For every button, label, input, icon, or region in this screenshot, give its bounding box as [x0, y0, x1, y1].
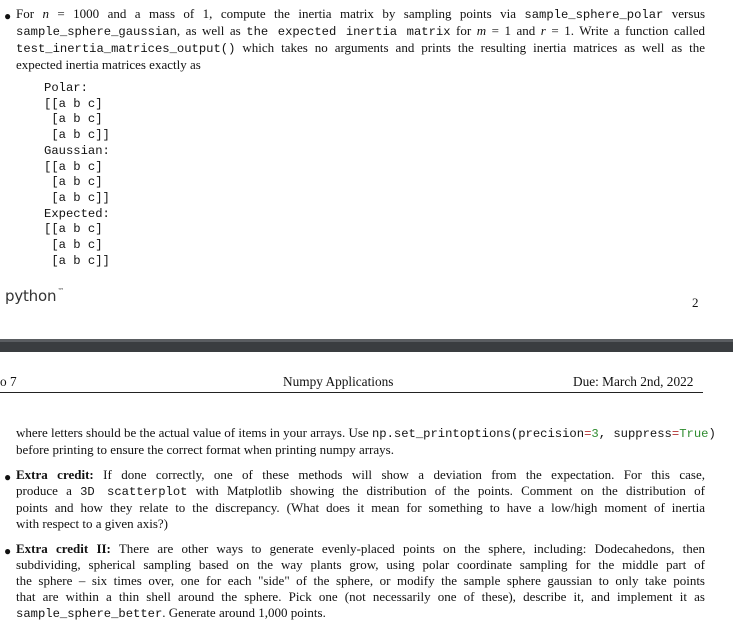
code-line: [a b c] [44, 238, 103, 252]
math-var: n [42, 6, 49, 21]
code-inline: sample_sphere_polar [524, 8, 664, 22]
bullet-marker: ● [4, 9, 12, 23]
header-title: Numpy Applications [283, 374, 394, 389]
code-line: [a b c] [44, 112, 103, 127]
code-line: [a b c]] [44, 190, 110, 205]
code-inline: sample_sphere_gaussian [16, 25, 177, 39]
code-keyword: True [679, 427, 709, 441]
text: before printing to ensure the correct format when printing numpy arrays. [16, 442, 394, 457]
extra-credit-ii-label: Extra credit II: [16, 541, 111, 556]
text: points and how they relate to the discrepancy. (What does it mean for something to have a low/high moment of inertia [16, 500, 705, 515]
code-inline: sample_sphere_better [16, 607, 163, 621]
code-line: [[a b c] [44, 96, 103, 111]
text: with Matplotlib showing the distribution of the points. Comment on the distribution of [187, 483, 705, 498]
text: If done correctly, one of these methods will show a deviation from the expectation. For this case, [93, 467, 705, 482]
code-line: Gaussian: [44, 143, 110, 158]
code-operator: = [584, 427, 592, 441]
trademark-mark: ™ [57, 287, 65, 295]
text: versus [663, 6, 706, 21]
text: = 1000 and a mass of 1, compute the inertia matrix by sampling points via [49, 6, 525, 21]
header-rule [0, 392, 703, 393]
text: = 1. Write a function called [545, 23, 705, 38]
code-token: np.set_printoptions(precision [371, 427, 585, 441]
code-line: Expected: [44, 206, 110, 221]
text: , as well as [176, 23, 247, 38]
code-number: 3 [591, 427, 599, 441]
text: expected inertia matrices exactly as [16, 57, 201, 72]
text: where letters should be the actual value of items in your arrays. Use [16, 425, 372, 440]
code-line: Polar: [44, 81, 88, 95]
math-var: m [476, 23, 487, 38]
text: the sphere – six times over, one for each "side" of the sphere, or modify the sample sphere gaussian to only take points [16, 573, 705, 588]
page-number: 2 [692, 295, 699, 310]
bullet-marker: ● [4, 470, 12, 484]
code-token: , suppress [598, 427, 672, 441]
text: subdividing, spherical sampling based on the way plants grow, using polar coordinate sampling for the middle part of [16, 557, 705, 572]
text: There are other ways to generate evenly-placed points on the sphere, including: Dodecahedons, then [110, 541, 705, 556]
text: . Generate around 1,000 points. [162, 605, 326, 620]
python-logo [5, 283, 64, 304]
printoptions-paragraph [16, 425, 727, 458]
code-inline [372, 427, 716, 441]
code-line: [[a b c] [44, 222, 103, 237]
intro-paragraph [16, 6, 705, 73]
code-line: [a b c]] [44, 128, 110, 143]
code-inline: the expected inertia matrix [246, 25, 451, 39]
text: with respect to a given axis?) [16, 516, 168, 531]
extra-credit-paragraph [16, 467, 705, 532]
python-logo-text: python [5, 287, 57, 305]
code-line: [[a b c] [44, 159, 103, 174]
text: produce a [16, 483, 81, 498]
bullet-marker: ● [4, 544, 12, 558]
code-line: [a b c]] [44, 253, 110, 268]
text: that are within a thin shell around the sphere. Pick one (not necessarily one of these), describe it, and implement it as [16, 589, 705, 604]
code-inline: 3D scatterplot [80, 485, 188, 499]
code-line: [a b c] [44, 175, 103, 190]
code-inline: test_inertia_matrices_output() [16, 42, 236, 56]
text: For [16, 6, 43, 21]
code-operator: = [671, 427, 680, 441]
extra-credit-label: Extra credit: [16, 467, 94, 482]
extra-credit-ii-paragraph [16, 541, 705, 622]
text: for [450, 23, 477, 38]
math-var: r [540, 23, 546, 38]
code-token: ) [708, 427, 716, 441]
text: which takes no arguments and prints the resulting inertia matrices as well as the [235, 40, 705, 55]
header-left: o 7 [0, 374, 17, 389]
header-due-date: Due: March 2nd, 2022 [573, 374, 694, 389]
page-separator [0, 339, 733, 352]
text: = 1 and [486, 23, 541, 38]
